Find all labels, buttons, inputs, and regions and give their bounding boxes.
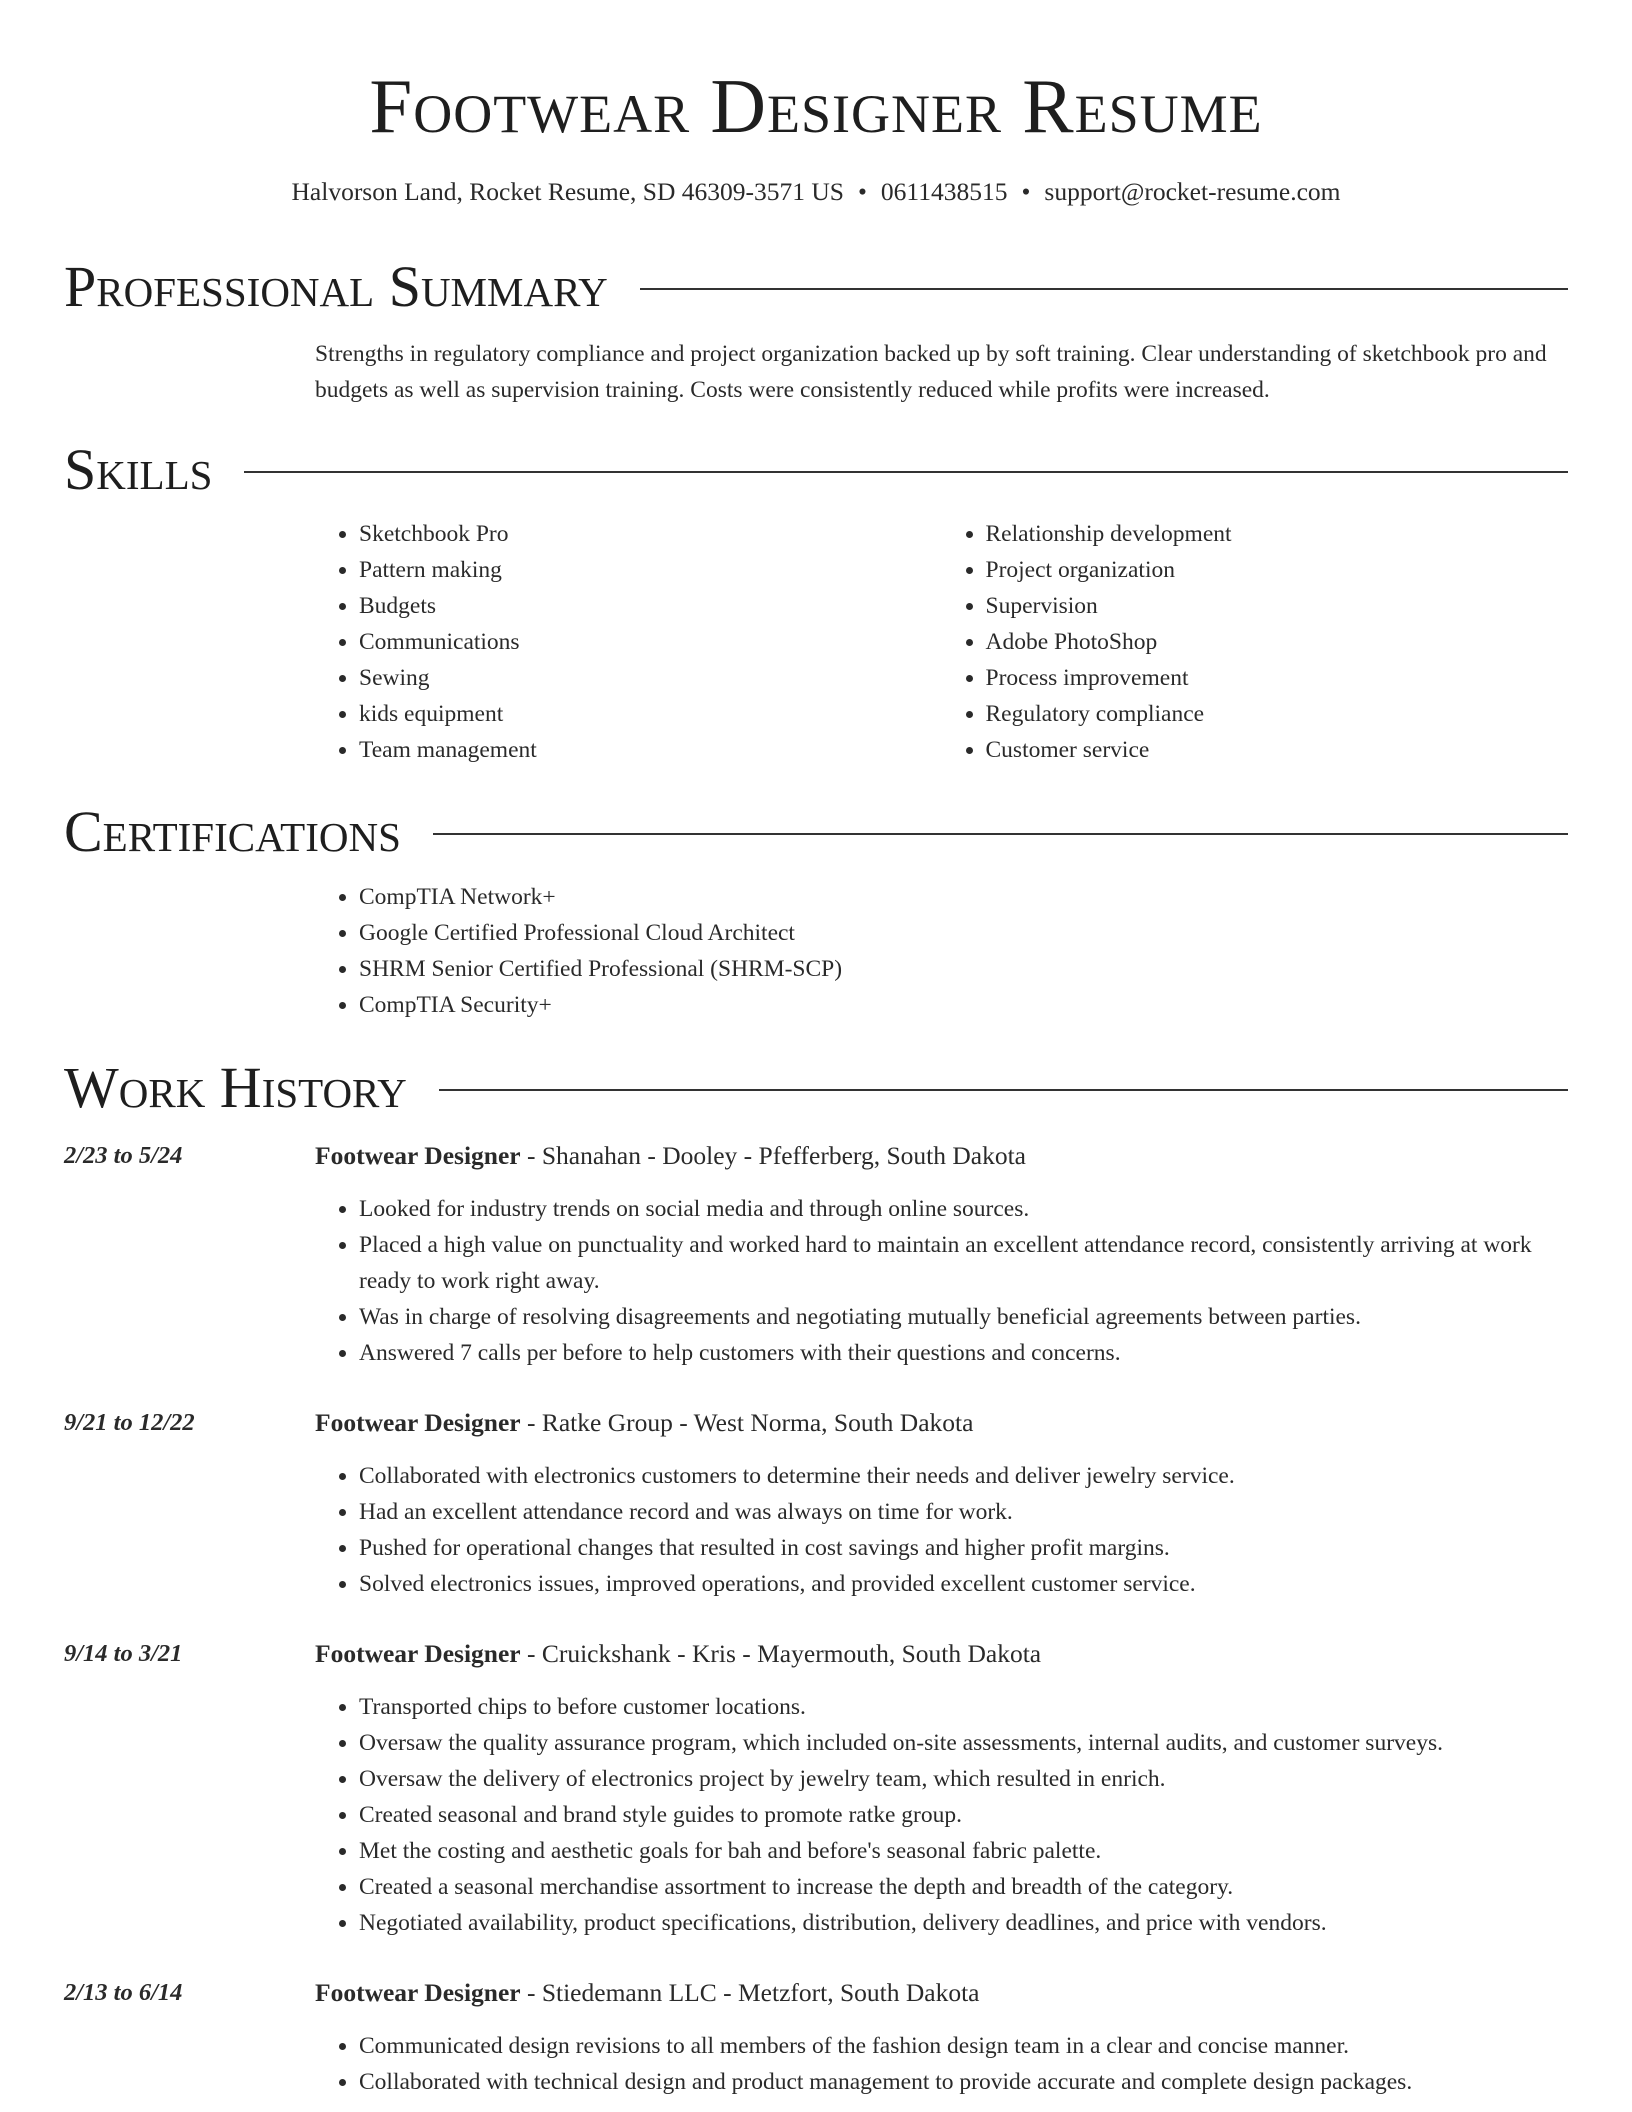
section-title-skills: Skills bbox=[64, 437, 213, 502]
section-divider bbox=[244, 471, 1568, 473]
job-bullet: • Pushed for operational changes that resulted in cost savings and higher profit margins. bbox=[359, 1530, 1568, 1566]
job-bullet: • Oversaw the delivery of electronics project by jewelry team, which resulted in enrich. bbox=[359, 1761, 1568, 1797]
job-employer: - Stiedemann LLC - Metzfort, South Dakota bbox=[520, 1978, 980, 2007]
job-title: Footwear Designer bbox=[315, 1639, 521, 1668]
section-title-certifications: Certifications bbox=[64, 799, 401, 864]
section-header-skills bbox=[64, 437, 1568, 502]
job-bullet: • Collaborated with electronics customers to determine their needs and deliver jewelry service. bbox=[359, 1458, 1568, 1494]
skill-item: • Budgets bbox=[359, 588, 942, 624]
skill-item: • Team management bbox=[359, 732, 942, 768]
phone: 0611438515 bbox=[880, 177, 1008, 206]
job-bullet: • Had an excellent attendance record and was always on time for work. bbox=[359, 1494, 1568, 1530]
job-bullet: • Collaborated with technical design and product management to provide accurate and complete design packages. bbox=[359, 2064, 1568, 2100]
job-dates: 2/13 to 6/14 bbox=[64, 1979, 183, 2006]
job-bullets bbox=[315, 1191, 1568, 1371]
contact-separator: • bbox=[1021, 177, 1031, 206]
job-title: Footwear Designer bbox=[315, 1978, 521, 2007]
skill-item: • Relationship development bbox=[986, 516, 1569, 552]
job-title: Footwear Designer bbox=[315, 1141, 521, 1170]
skill-item: • Supervision bbox=[986, 588, 1569, 624]
job-bullet: • Transported chips to before customer locations. bbox=[359, 1689, 1568, 1725]
job-dates: 2/23 to 5/24 bbox=[64, 1142, 183, 1169]
job-header bbox=[315, 1975, 1568, 2011]
section-divider bbox=[439, 1089, 1568, 1091]
certification-item: • Google Certified Professional Cloud Architect bbox=[359, 915, 1568, 951]
section-header-certifications bbox=[64, 799, 1568, 864]
section-divider bbox=[640, 288, 1568, 290]
job-bullet: • Looked for industry trends on social media and through online sources. bbox=[359, 1191, 1568, 1227]
job-bullets bbox=[315, 2028, 1568, 2100]
job-bullet: • Met the costing and aesthetic goals for bah and before's seasonal fabric palette. bbox=[359, 1833, 1568, 1869]
address: Halvorson Land, Rocket Resume, SD 46309-3571 US bbox=[291, 177, 844, 206]
skills-column-left bbox=[315, 516, 942, 768]
job-header bbox=[315, 1636, 1568, 1672]
job-employer: - Shanahan - Dooley - Pfefferberg, South Dakota bbox=[520, 1141, 1026, 1170]
job-header bbox=[315, 1138, 1568, 1174]
skill-item: • Customer service bbox=[986, 732, 1569, 768]
job-employer: - Cruickshank - Kris - Mayermouth, South Dakota bbox=[520, 1639, 1042, 1668]
job-employer: - Ratke Group - West Norma, South Dakota bbox=[520, 1408, 974, 1437]
job-dates: 9/14 to 3/21 bbox=[64, 1640, 183, 1667]
skills-list bbox=[315, 516, 1568, 768]
job-dates: 9/21 to 12/22 bbox=[64, 1409, 195, 1436]
email-link[interactable]: support@rocket-resume.com bbox=[1044, 177, 1341, 206]
section-header-work-history bbox=[64, 1055, 1568, 1120]
section-title-summary: Professional Summary bbox=[64, 254, 608, 319]
job-bullet: • Oversaw the quality assurance program, which included on-site assessments, internal audits, and customer surveys. bbox=[359, 1725, 1568, 1761]
job-bullets bbox=[315, 1689, 1568, 1941]
job-bullet: • Communicated design revisions to all members of the fashion design team in a clear and concise manner. bbox=[359, 2028, 1568, 2064]
job-bullet: • Negotiated availability, product specifications, distribution, delivery deadlines, and price with vendors. bbox=[359, 1905, 1568, 1941]
job-header bbox=[315, 1405, 1568, 1441]
job-bullet: • Placed a high value on punctuality and worked hard to maintain an excellent attendance record, consistently arriving at work ready to work right away. bbox=[359, 1227, 1568, 1299]
summary-text: Strengths in regulatory compliance and project organization backed up by soft training. Clear understanding of sketchbook pro and budgets as well as supervision training. Costs were consistently reduced while profits were increased. bbox=[315, 341, 1547, 403]
section-title-work-history: Work History bbox=[64, 1055, 407, 1120]
skill-item: • Process improvement bbox=[986, 660, 1569, 696]
skill-item: • Pattern making bbox=[359, 552, 942, 588]
contact-line bbox=[0, 174, 1632, 210]
certification-item: • CompTIA Security+ bbox=[359, 987, 1568, 1023]
resume-title: Footwear Designer Resume bbox=[369, 63, 1263, 149]
section-divider bbox=[433, 833, 1568, 835]
certifications-list bbox=[315, 879, 1568, 1023]
skill-item: • kids equipment bbox=[359, 696, 942, 732]
job-bullet: • Solved electronics issues, improved operations, and provided excellent customer service. bbox=[359, 1566, 1568, 1602]
job-bullet: • Created a seasonal merchandise assortment to increase the depth and breadth of the category. bbox=[359, 1869, 1568, 1905]
certification-item: • CompTIA Network+ bbox=[359, 879, 1568, 915]
job-bullet: • Answered 7 calls per before to help customers with their questions and concerns. bbox=[359, 1335, 1568, 1371]
skills-column-right bbox=[942, 516, 1569, 768]
job-bullet: • Created seasonal and brand style guides to promote ratke group. bbox=[359, 1797, 1568, 1833]
job-bullet: • Was in charge of resolving disagreements and negotiating mutually beneficial agreements between parties. bbox=[359, 1299, 1568, 1335]
certification-item: • SHRM Senior Certified Professional (SHRM-SCP) bbox=[359, 951, 1568, 987]
skill-item: • Communications bbox=[359, 624, 942, 660]
section-header-summary bbox=[64, 254, 1568, 319]
skill-item: • Adobe PhotoShop bbox=[986, 624, 1569, 660]
skill-item: • Regulatory compliance bbox=[986, 696, 1569, 732]
contact-separator: • bbox=[857, 177, 867, 206]
job-bullets bbox=[315, 1458, 1568, 1602]
skill-item: • Project organization bbox=[986, 552, 1569, 588]
job-title: Footwear Designer bbox=[315, 1408, 521, 1437]
skill-item: • Sketchbook Pro bbox=[359, 516, 942, 552]
skill-item: • Sewing bbox=[359, 660, 942, 696]
